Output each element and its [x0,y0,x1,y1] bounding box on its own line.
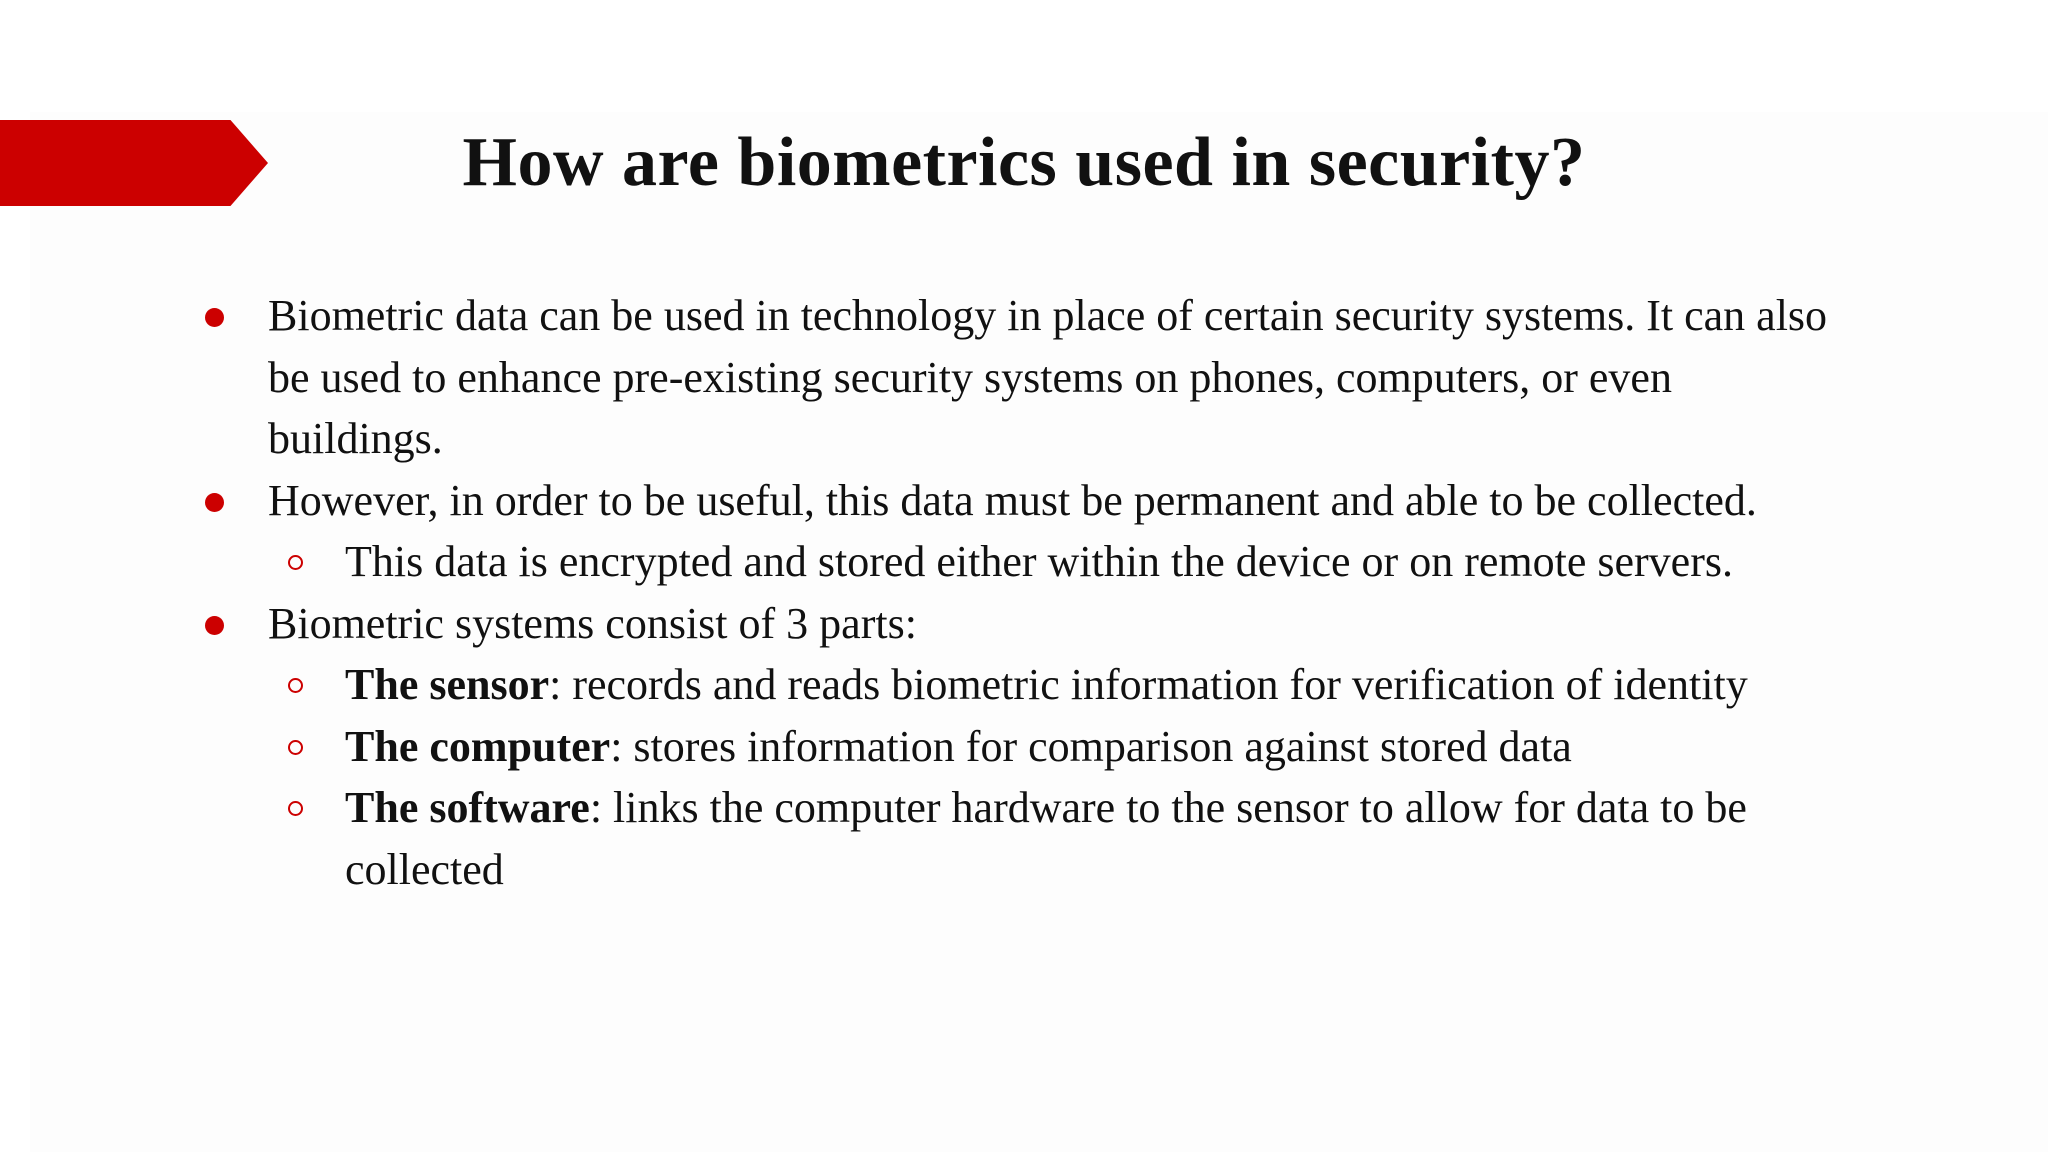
sub-bullet-list [268,654,1828,900]
sub-bullet-item [268,716,1828,778]
term-software: The software [345,783,590,832]
sub-bullet-item [268,777,1828,900]
sub-bullet-text: : links the computer hardware to the sensor to allow for data to be collected [345,783,1747,894]
sub-bullet-text: : stores information for comparison against stored data [610,721,1572,771]
hollow-circle-bullet-icon [288,555,303,570]
hollow-circle-bullet-icon [288,678,303,693]
sub-bullet-item [268,654,1828,716]
bullet-item [268,470,1828,593]
hollow-circle-bullet-icon [288,801,303,816]
bullet-item [268,285,1828,470]
bullet-dot-icon [205,308,224,327]
slide-title: How are biometrics used in security? [462,124,1586,201]
hollow-circle-bullet-icon [288,740,303,755]
term-sensor: The sensor [345,660,550,709]
sub-bullet-text: This data is encrypted and stored either within the device or on remote servers. [345,537,1733,586]
bullet-text: However, in order to be useful, this data must be permanent and able to be collected. [268,475,1757,525]
sub-bullet-list [268,531,1828,593]
sub-bullet-item [268,531,1828,593]
bullet-item [268,593,1828,901]
bullet-text: Biometric systems consist of 3 parts: [268,598,917,648]
bullet-dot-icon [205,493,224,512]
bullet-list [268,285,1828,900]
sub-bullet-text: : records and reads biometric information for verification of identity [549,660,1748,709]
bullet-text: Biometric data can be used in technology in place of certain security systems. It can also be used to enhance pre-existing security systems on phones, computers, or even buildings. [268,291,1828,463]
term-computer: The computer [345,721,611,771]
bullet-dot-icon [205,616,224,635]
